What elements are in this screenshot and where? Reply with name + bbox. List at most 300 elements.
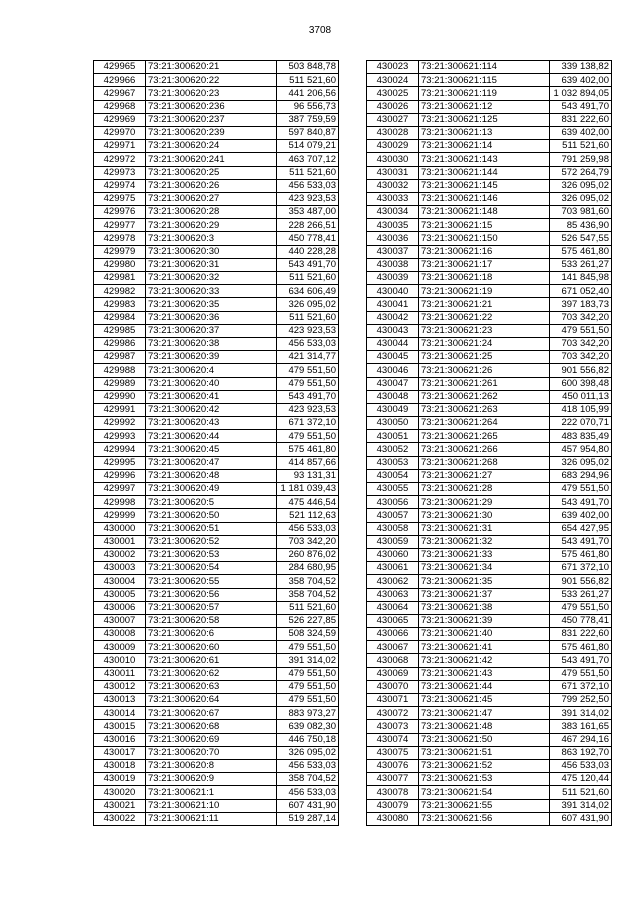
cadastral-number: 73:21:300621:29 bbox=[419, 496, 550, 509]
table-row bbox=[367, 140, 612, 153]
row-number: 430047 bbox=[367, 377, 419, 390]
row-number: 430072 bbox=[367, 707, 419, 720]
cadastral-value: 1 032 894,05 bbox=[550, 87, 612, 100]
cadastral-number: 73:21:300621:263 bbox=[419, 403, 550, 416]
table-row bbox=[94, 232, 339, 245]
cadastral-value: 799 252,50 bbox=[550, 694, 612, 707]
cadastral-number: 73:21:300620:24 bbox=[146, 140, 277, 153]
cadastral-number: 73:21:300621:262 bbox=[419, 390, 550, 403]
table-row bbox=[367, 601, 612, 614]
cadastral-value: 456 533,03 bbox=[277, 522, 339, 535]
cadastral-number: 73:21:300620:36 bbox=[146, 311, 277, 324]
cadastral-value: 607 431,90 bbox=[277, 799, 339, 812]
row-number: 430038 bbox=[367, 258, 419, 271]
cadastral-number: 73:21:300621:50 bbox=[419, 733, 550, 746]
cadastral-number: 73:21:300621:144 bbox=[419, 166, 550, 179]
cadastral-number: 73:21:300621:32 bbox=[419, 535, 550, 548]
cadastral-number: 73:21:300621:31 bbox=[419, 522, 550, 535]
table-row bbox=[94, 641, 339, 654]
row-number: 429998 bbox=[94, 496, 146, 509]
row-number: 429997 bbox=[94, 483, 146, 496]
cadastral-number: 73:21:300621:261 bbox=[419, 377, 550, 390]
cadastral-value: 831 222,60 bbox=[550, 113, 612, 126]
cadastral-value: 526 227,85 bbox=[277, 614, 339, 627]
cadastral-number: 73:21:300621:150 bbox=[419, 232, 550, 245]
cadastral-value: 521 112,63 bbox=[277, 509, 339, 522]
cadastral-number: 73:21:300621:1 bbox=[146, 786, 277, 799]
cadastral-value: 901 556,82 bbox=[550, 575, 612, 588]
cadastral-number: 73:21:300620:22 bbox=[146, 74, 277, 87]
cadastral-value: 457 954,80 bbox=[550, 443, 612, 456]
table-row bbox=[94, 430, 339, 443]
cadastral-value: 141 845,98 bbox=[550, 272, 612, 285]
cadastral-value: 463 707,12 bbox=[277, 153, 339, 166]
row-number: 430066 bbox=[367, 628, 419, 641]
cadastral-number: 73:21:300620:236 bbox=[146, 100, 277, 113]
row-number: 430030 bbox=[367, 153, 419, 166]
table-row bbox=[367, 799, 612, 812]
table-row bbox=[367, 786, 612, 799]
cadastral-number: 73:21:300621:54 bbox=[419, 786, 550, 799]
cadastral-number: 73:21:300620:21 bbox=[146, 61, 277, 74]
cadastral-number: 73:21:300620:40 bbox=[146, 377, 277, 390]
row-number: 430004 bbox=[94, 575, 146, 588]
table-row bbox=[367, 654, 612, 667]
cadastral-number: 73:21:300620:62 bbox=[146, 667, 277, 680]
row-number: 430050 bbox=[367, 417, 419, 430]
row-number: 430005 bbox=[94, 588, 146, 601]
row-number: 429965 bbox=[94, 61, 146, 74]
row-number: 430045 bbox=[367, 351, 419, 364]
table-row bbox=[94, 285, 339, 298]
row-number: 429980 bbox=[94, 258, 146, 271]
cadastral-number: 73:21:300621:56 bbox=[419, 812, 550, 825]
row-number: 430024 bbox=[367, 74, 419, 87]
row-number: 430080 bbox=[367, 812, 419, 825]
table-row bbox=[94, 786, 339, 799]
row-number: 429987 bbox=[94, 351, 146, 364]
cadastral-number: 73:21:300621:43 bbox=[419, 667, 550, 680]
cadastral-number: 73:21:300620:70 bbox=[146, 746, 277, 759]
cadastral-value: 440 228,28 bbox=[277, 245, 339, 258]
row-number: 430014 bbox=[94, 707, 146, 720]
cadastral-number: 73:21:300621:25 bbox=[419, 351, 550, 364]
row-number: 429974 bbox=[94, 179, 146, 192]
table-row bbox=[94, 680, 339, 693]
cadastral-value: 671 372,10 bbox=[550, 562, 612, 575]
table-row bbox=[94, 456, 339, 469]
cadastral-number: 73:21:300620:33 bbox=[146, 285, 277, 298]
table-row bbox=[94, 324, 339, 337]
cadastral-value: 418 105,99 bbox=[550, 403, 612, 416]
table-row bbox=[94, 588, 339, 601]
row-number: 430046 bbox=[367, 364, 419, 377]
table-row bbox=[367, 87, 612, 100]
table-row bbox=[367, 575, 612, 588]
table-row bbox=[367, 680, 612, 693]
cadastral-value: 479 551,50 bbox=[550, 667, 612, 680]
row-number: 430011 bbox=[94, 667, 146, 680]
table-row bbox=[367, 153, 612, 166]
row-number: 429993 bbox=[94, 430, 146, 443]
cadastral-value: 479 551,50 bbox=[277, 377, 339, 390]
row-number: 429989 bbox=[94, 377, 146, 390]
cadastral-number: 73:21:300621:52 bbox=[419, 759, 550, 772]
row-number: 430017 bbox=[94, 746, 146, 759]
cadastral-value: 479 551,50 bbox=[550, 601, 612, 614]
cadastral-value: 634 606,49 bbox=[277, 285, 339, 298]
cadastral-number: 73:21:300620:241 bbox=[146, 153, 277, 166]
row-number: 429983 bbox=[94, 298, 146, 311]
cadastral-number: 73:21:300620:23 bbox=[146, 87, 277, 100]
row-number: 430015 bbox=[94, 720, 146, 733]
table-row bbox=[367, 548, 612, 561]
cadastral-number: 73:21:300620:4 bbox=[146, 364, 277, 377]
cadastral-number: 73:21:300620:57 bbox=[146, 601, 277, 614]
cadastral-value: 575 461,80 bbox=[277, 443, 339, 456]
row-number: 429971 bbox=[94, 140, 146, 153]
cadastral-number: 73:21:300620:27 bbox=[146, 192, 277, 205]
table-row bbox=[94, 113, 339, 126]
table-row bbox=[367, 812, 612, 825]
cadastral-number: 73:21:300621:41 bbox=[419, 641, 550, 654]
row-number: 430026 bbox=[367, 100, 419, 113]
row-number: 430075 bbox=[367, 746, 419, 759]
cadastral-value: 511 521,60 bbox=[277, 601, 339, 614]
table-row bbox=[367, 364, 612, 377]
cadastral-value: 456 533,03 bbox=[277, 337, 339, 350]
cadastral-number: 73:21:300620:48 bbox=[146, 469, 277, 482]
cadastral-number: 73:21:300621:114 bbox=[419, 61, 550, 74]
cadastral-number: 73:21:300620:49 bbox=[146, 483, 277, 496]
row-number: 429973 bbox=[94, 166, 146, 179]
cadastral-value: 423 923,53 bbox=[277, 324, 339, 337]
cadastral-value: 639 082,30 bbox=[277, 720, 339, 733]
register-table-right-body bbox=[367, 61, 612, 826]
cadastral-number: 73:21:300621:33 bbox=[419, 548, 550, 561]
cadastral-value: 703 342,20 bbox=[277, 535, 339, 548]
cadastral-number: 73:21:300621:45 bbox=[419, 694, 550, 707]
row-number: 430073 bbox=[367, 720, 419, 733]
cadastral-number: 73:21:300620:239 bbox=[146, 126, 277, 139]
row-number: 429969 bbox=[94, 113, 146, 126]
table-row bbox=[94, 483, 339, 496]
row-number: 430063 bbox=[367, 588, 419, 601]
cadastral-number: 73:21:300620:51 bbox=[146, 522, 277, 535]
row-number: 429977 bbox=[94, 219, 146, 232]
table-row bbox=[367, 535, 612, 548]
table-row bbox=[367, 733, 612, 746]
cadastral-number: 73:21:300620:56 bbox=[146, 588, 277, 601]
row-number: 430010 bbox=[94, 654, 146, 667]
row-number: 429990 bbox=[94, 390, 146, 403]
cadastral-value: 543 491,70 bbox=[277, 258, 339, 271]
row-number: 429966 bbox=[94, 74, 146, 87]
cadastral-number: 73:21:300620:39 bbox=[146, 351, 277, 364]
cadastral-value: 483 835,49 bbox=[550, 430, 612, 443]
row-number: 430041 bbox=[367, 298, 419, 311]
table-row bbox=[94, 548, 339, 561]
row-number: 430059 bbox=[367, 535, 419, 548]
cadastral-value: 326 095,02 bbox=[550, 192, 612, 205]
table-row bbox=[94, 720, 339, 733]
cadastral-number: 73:21:300620:69 bbox=[146, 733, 277, 746]
table-row bbox=[94, 601, 339, 614]
cadastral-number: 73:21:300621:28 bbox=[419, 483, 550, 496]
cadastral-number: 73:21:300621:266 bbox=[419, 443, 550, 456]
row-number: 430068 bbox=[367, 654, 419, 667]
table-row bbox=[94, 377, 339, 390]
table-row bbox=[94, 773, 339, 786]
cadastral-number: 73:21:300621:37 bbox=[419, 588, 550, 601]
table-row bbox=[94, 61, 339, 74]
cadastral-value: 511 521,60 bbox=[277, 311, 339, 324]
cadastral-number: 73:21:300621:16 bbox=[419, 245, 550, 258]
table-row bbox=[94, 535, 339, 548]
row-number: 430057 bbox=[367, 509, 419, 522]
cadastral-value: 479 551,50 bbox=[550, 324, 612, 337]
cadastral-number: 73:21:300621:44 bbox=[419, 680, 550, 693]
cadastral-number: 73:21:300621:47 bbox=[419, 707, 550, 720]
cadastral-number: 73:21:300621:27 bbox=[419, 469, 550, 482]
cadastral-value: 93 131,31 bbox=[277, 469, 339, 482]
cadastral-value: 391 314,02 bbox=[277, 654, 339, 667]
cadastral-value: 358 704,52 bbox=[277, 773, 339, 786]
row-number: 430022 bbox=[94, 812, 146, 825]
cadastral-number: 73:21:300621:11 bbox=[146, 812, 277, 825]
row-number: 430064 bbox=[367, 601, 419, 614]
cadastral-number: 73:21:300621:143 bbox=[419, 153, 550, 166]
cadastral-value: 450 778,41 bbox=[277, 232, 339, 245]
row-number: 430008 bbox=[94, 628, 146, 641]
table-row bbox=[94, 812, 339, 825]
row-number: 430039 bbox=[367, 272, 419, 285]
row-number: 430016 bbox=[94, 733, 146, 746]
row-number: 430051 bbox=[367, 430, 419, 443]
table-row bbox=[367, 417, 612, 430]
register-table-left-body bbox=[94, 61, 339, 826]
table-row bbox=[94, 245, 339, 258]
cadastral-value: 639 402,00 bbox=[550, 126, 612, 139]
cadastral-number: 73:21:300621:125 bbox=[419, 113, 550, 126]
cadastral-value: 456 533,03 bbox=[277, 759, 339, 772]
table-row bbox=[367, 337, 612, 350]
table-row bbox=[94, 667, 339, 680]
row-number: 430065 bbox=[367, 614, 419, 627]
cadastral-number: 73:21:300621:15 bbox=[419, 219, 550, 232]
row-number: 430018 bbox=[94, 759, 146, 772]
cadastral-value: 358 704,52 bbox=[277, 588, 339, 601]
cadastral-value: 791 259,98 bbox=[550, 153, 612, 166]
row-number: 429976 bbox=[94, 206, 146, 219]
table-row bbox=[94, 614, 339, 627]
cadastral-number: 73:21:300621:48 bbox=[419, 720, 550, 733]
row-number: 430067 bbox=[367, 641, 419, 654]
row-number: 430009 bbox=[94, 641, 146, 654]
cadastral-value: 514 079,21 bbox=[277, 140, 339, 153]
cadastral-value: 479 551,50 bbox=[277, 667, 339, 680]
cadastral-value: 703 342,20 bbox=[550, 351, 612, 364]
table-row bbox=[367, 272, 612, 285]
row-number: 430012 bbox=[94, 680, 146, 693]
cadastral-value: 511 521,60 bbox=[550, 140, 612, 153]
table-row bbox=[367, 522, 612, 535]
cadastral-value: 543 491,70 bbox=[550, 496, 612, 509]
cadastral-value: 383 161,65 bbox=[550, 720, 612, 733]
table-row bbox=[94, 219, 339, 232]
row-number: 430056 bbox=[367, 496, 419, 509]
cadastral-number: 73:21:300621:17 bbox=[419, 258, 550, 271]
row-number: 429970 bbox=[94, 126, 146, 139]
row-number: 430007 bbox=[94, 614, 146, 627]
cadastral-value: 671 372,10 bbox=[277, 417, 339, 430]
table-row bbox=[367, 773, 612, 786]
table-row bbox=[94, 206, 339, 219]
cadastral-value: 441 206,56 bbox=[277, 87, 339, 100]
table-row bbox=[94, 707, 339, 720]
row-number: 429972 bbox=[94, 153, 146, 166]
cadastral-number: 73:21:300620:31 bbox=[146, 258, 277, 271]
table-row bbox=[367, 74, 612, 87]
cadastral-value: 284 680,95 bbox=[277, 562, 339, 575]
row-number: 429984 bbox=[94, 311, 146, 324]
cadastral-number: 73:21:300621:34 bbox=[419, 562, 550, 575]
table-row bbox=[367, 100, 612, 113]
row-number: 430020 bbox=[94, 786, 146, 799]
table-row bbox=[94, 759, 339, 772]
row-number: 429967 bbox=[94, 87, 146, 100]
table-row bbox=[367, 628, 612, 641]
cadastral-value: 575 461,80 bbox=[550, 641, 612, 654]
cadastral-value: 703 342,20 bbox=[550, 311, 612, 324]
cadastral-value: 475 446,54 bbox=[277, 496, 339, 509]
cadastral-value: 526 547,55 bbox=[550, 232, 612, 245]
cadastral-value: 607 431,90 bbox=[550, 812, 612, 825]
cadastral-number: 73:21:300620:68 bbox=[146, 720, 277, 733]
table-row bbox=[94, 179, 339, 192]
cadastral-value: 575 461,80 bbox=[550, 245, 612, 258]
table-row bbox=[94, 258, 339, 271]
table-row bbox=[367, 667, 612, 680]
register-table-left bbox=[93, 60, 339, 826]
table-row bbox=[367, 232, 612, 245]
cadastral-value: 391 314,02 bbox=[550, 707, 612, 720]
cadastral-number: 73:21:300621:146 bbox=[419, 192, 550, 205]
table-row bbox=[94, 272, 339, 285]
table-row bbox=[367, 390, 612, 403]
cadastral-value: 883 973,27 bbox=[277, 707, 339, 720]
row-number: 430003 bbox=[94, 562, 146, 575]
table-row bbox=[367, 614, 612, 627]
row-number: 430049 bbox=[367, 403, 419, 416]
cadastral-number: 73:21:300621:26 bbox=[419, 364, 550, 377]
cadastral-value: 450 778,41 bbox=[550, 614, 612, 627]
table-row bbox=[367, 483, 612, 496]
table-row bbox=[94, 654, 339, 667]
cadastral-number: 73:21:300620:28 bbox=[146, 206, 277, 219]
cadastral-value: 391 314,02 bbox=[550, 799, 612, 812]
table-row bbox=[367, 285, 612, 298]
cadastral-number: 73:21:300620:60 bbox=[146, 641, 277, 654]
cadastral-value: 326 095,02 bbox=[277, 746, 339, 759]
cadastral-number: 73:21:300621:19 bbox=[419, 285, 550, 298]
row-number: 429986 bbox=[94, 337, 146, 350]
row-number: 430023 bbox=[367, 61, 419, 74]
cadastral-number: 73:21:300620:3 bbox=[146, 232, 277, 245]
table-row bbox=[367, 179, 612, 192]
row-number: 430034 bbox=[367, 206, 419, 219]
cadastral-value: 260 876,02 bbox=[277, 548, 339, 561]
table-row bbox=[367, 219, 612, 232]
cadastral-number: 73:21:300621:119 bbox=[419, 87, 550, 100]
table-row bbox=[367, 258, 612, 271]
cadastral-value: 519 287,14 bbox=[277, 812, 339, 825]
cadastral-value: 326 095,02 bbox=[277, 298, 339, 311]
row-number: 429968 bbox=[94, 100, 146, 113]
row-number: 430048 bbox=[367, 390, 419, 403]
cadastral-number: 73:21:300621:40 bbox=[419, 628, 550, 641]
table-row bbox=[94, 575, 339, 588]
table-row bbox=[367, 206, 612, 219]
row-number: 430029 bbox=[367, 140, 419, 153]
table-row bbox=[94, 562, 339, 575]
cadastral-value: 703 342,20 bbox=[550, 337, 612, 350]
row-number: 429991 bbox=[94, 403, 146, 416]
row-number: 430040 bbox=[367, 285, 419, 298]
table-row bbox=[94, 311, 339, 324]
cadastral-value: 503 848,78 bbox=[277, 61, 339, 74]
cadastral-value: 511 521,60 bbox=[277, 166, 339, 179]
cadastral-number: 73:21:300621:21 bbox=[419, 298, 550, 311]
cadastral-number: 73:21:300621:265 bbox=[419, 430, 550, 443]
row-number: 430032 bbox=[367, 179, 419, 192]
table-row bbox=[367, 443, 612, 456]
cadastral-value: 446 750,18 bbox=[277, 733, 339, 746]
table-row bbox=[94, 522, 339, 535]
cadastral-number: 73:21:300621:12 bbox=[419, 100, 550, 113]
cadastral-number: 73:21:300620:6 bbox=[146, 628, 277, 641]
cadastral-number: 73:21:300620:47 bbox=[146, 456, 277, 469]
cadastral-value: 423 923,53 bbox=[277, 192, 339, 205]
cadastral-value: 479 551,50 bbox=[277, 641, 339, 654]
table-row bbox=[94, 443, 339, 456]
table-row bbox=[367, 562, 612, 575]
cadastral-value: 572 264,79 bbox=[550, 166, 612, 179]
table-row bbox=[367, 641, 612, 654]
row-number: 430069 bbox=[367, 667, 419, 680]
table-row bbox=[94, 364, 339, 377]
row-number: 430001 bbox=[94, 535, 146, 548]
row-number: 430019 bbox=[94, 773, 146, 786]
cadastral-value: 96 556,73 bbox=[277, 100, 339, 113]
table-row bbox=[367, 166, 612, 179]
row-number: 430076 bbox=[367, 759, 419, 772]
cadastral-number: 73:21:300620:50 bbox=[146, 509, 277, 522]
cadastral-number: 73:21:300620:64 bbox=[146, 694, 277, 707]
table-row bbox=[94, 337, 339, 350]
table-row bbox=[367, 456, 612, 469]
register-table-right bbox=[366, 60, 612, 826]
table-row bbox=[94, 403, 339, 416]
cadastral-number: 73:21:300621:115 bbox=[419, 74, 550, 87]
cadastral-number: 73:21:300621:264 bbox=[419, 417, 550, 430]
table-row bbox=[94, 100, 339, 113]
cadastral-number: 73:21:300621:10 bbox=[146, 799, 277, 812]
cadastral-value: 533 261,27 bbox=[550, 258, 612, 271]
cadastral-number: 73:21:300621:14 bbox=[419, 140, 550, 153]
cadastral-value: 543 491,70 bbox=[550, 535, 612, 548]
cadastral-value: 511 521,60 bbox=[550, 786, 612, 799]
